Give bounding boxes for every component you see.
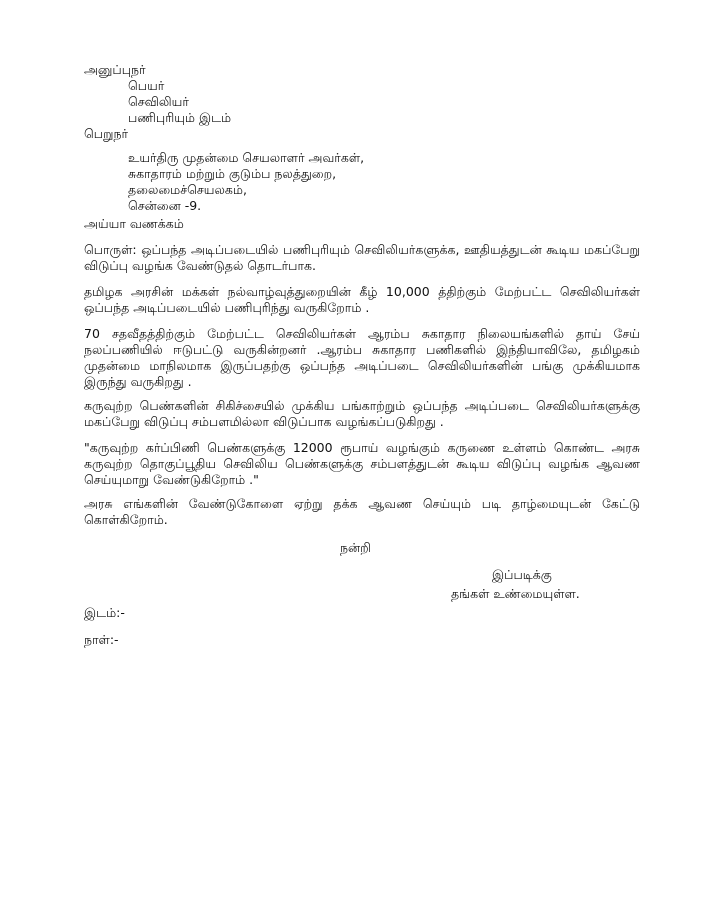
subject: பொருள்: ஒப்பந்த அடிப்படையில் பணிபுரியும் செவிலியர்களுக்க, ஊதியத்துடன் கூடிய மகப்பேறு விடுப்பு வழங்க வேண்டுதல் தொடர்பாக. [84,242,640,273]
recipient-title: உயர்திரு முதன்மை செயலாளர் அவர்கள், [128,150,365,165]
sender-name: பெயர் [128,78,165,93]
paragraph-1: தமிழக அரசின் மக்கள் நல்வாழ்வுத்துறையின் கீழ் 10,000 த்திற்கும் மேற்பட்ட செவிலியர்கள் ஒப்பந்த அடிப்படையில் பணிபுரிந்து வருகிறோம் . [84,284,640,315]
sender-block [84,62,640,126]
paragraph-4: "கருவுற்ற கர்ப்பிணி பெண்களுக்கு 12000 ரூபாய் வழங்கும் கருணை உள்ளம் கொண்ட அரசு கருவுற்ற தொகுப்பூதிய செவிலிய பெண்களுக்கு சம்பளத்துடன் கூடிய விடுப்பு வழங்க ஆவண செய்யுமாறு வேண்டுகிறோம் ." [84,440,640,487]
recipient-department: சுகாதாரம் மற்றும் குடும்ப நலத்துறை, [128,166,337,181]
date-label: நாள்:- [84,632,119,647]
paragraph-5: அரசு எங்களின் வேண்டுகோளை ஏற்று தக்க ஆவண செய்யும் படி தாழ்மையுடன் கேட்டு கொள்கிறோம். [84,496,640,527]
recipient-lines [128,150,640,214]
sender-designation: செவிலியர் [128,94,189,109]
recipient-block [84,150,640,214]
closing-line-1: இப்படிக்கு [492,567,552,582]
recipient-heading: பெறுநர் [84,126,129,141]
recipient-city: சென்னை -9. [128,198,202,213]
place-label: இடம்:- [84,605,125,620]
closing-line-2: தங்கள் உண்மையுள்ள. [451,586,580,601]
sender-heading: அனுப்புநர் [84,62,146,77]
recipient-heading-block [84,126,640,142]
salutation: அய்யா வணக்கம் [84,216,184,231]
recipient-office: தலைமைச்செயலகம், [128,182,247,197]
salutation-block [84,216,640,232]
thanks-line: நன்றி [340,540,371,555]
sender-lines [128,78,640,126]
paragraph-3: கருவுற்ற பெண்களின் சிகிச்சையில் முக்கிய பங்காற்றும் ஒப்பந்த அடிப்படை செவிலியர்களுக்கு மகப்பேறு விடுப்பு சம்பளமில்லா விடுப்பாக வழங்கப்படுகிறது . [84,398,640,429]
paragraph-2: 70 சதவீதத்திற்கும் மேற்பட்ட செவிலியர்கள் ஆரம்ப சுகாதார நிலையங்களில் தாய் சேய் நலப்பணியில் ஈடுபட்டு வருகின்றனர் .ஆரம்ப சுகாதார பணிகளில் இந்தியாவிலே, தமிழகம் முதன்மை மாநிலமாக இருப்பதற்கு ஒப்பந்த அடிப்படை செவிலியர்களின் பங்கு முக்கியமாக இருந்து வருகிறது . [84,326,640,389]
sender-workplace: பணிபுரியும் இடம் [128,110,232,125]
